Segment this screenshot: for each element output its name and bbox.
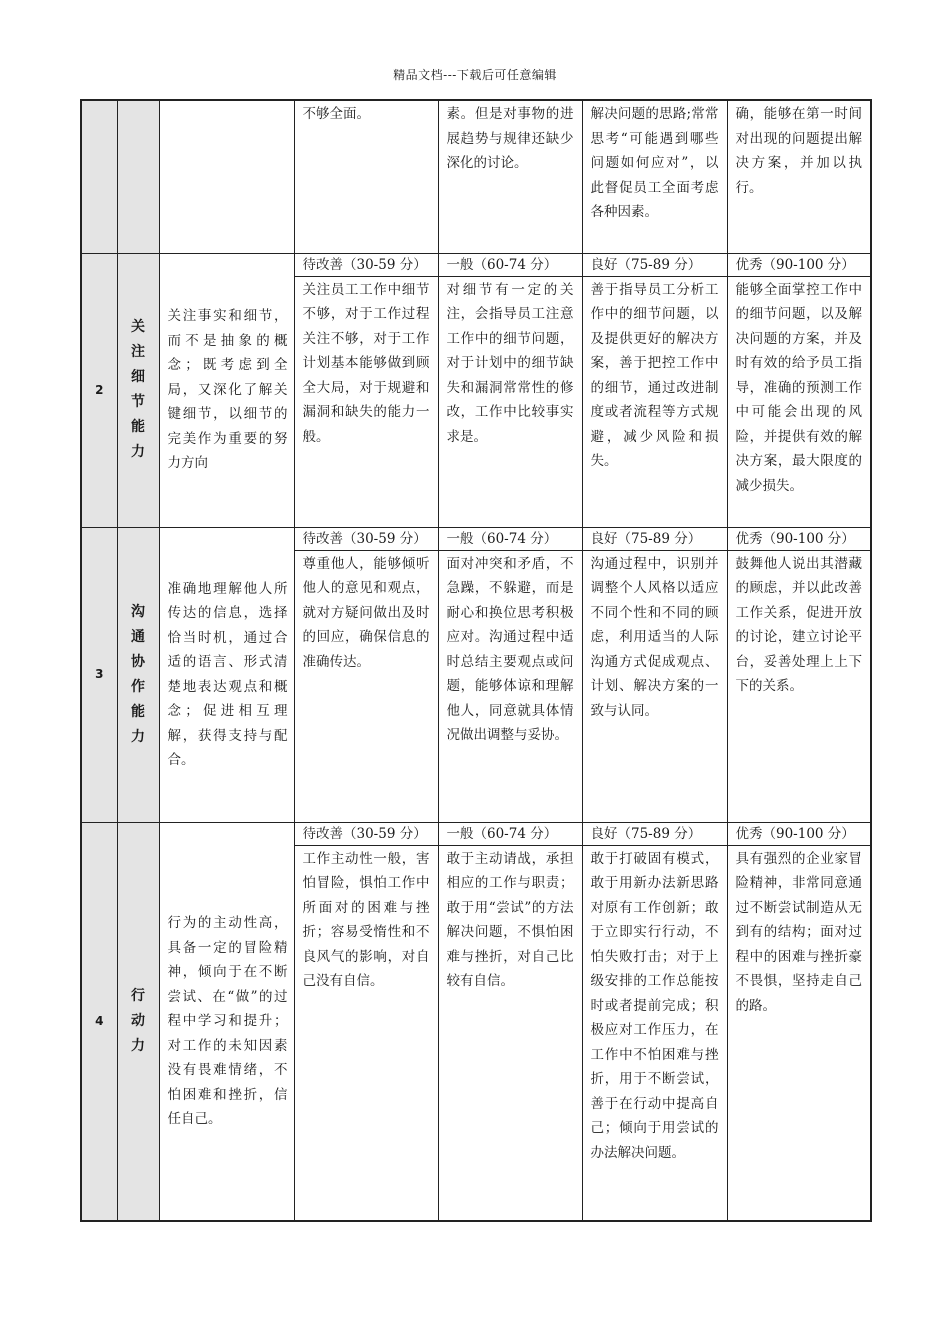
desc-cell: 素。但是对事物的进展趋势与规律还缺少深化的讨论。 xyxy=(438,100,582,253)
level-label: 优秀（90-100 分） xyxy=(727,527,871,550)
competency-name: 行动力 xyxy=(117,822,159,1221)
level-label: 优秀（90-100 分） xyxy=(727,822,871,845)
num-cell xyxy=(81,100,117,253)
level-label: 优秀（90-100 分） xyxy=(727,253,871,276)
level-label: 良好（75-89 分） xyxy=(582,527,727,550)
competency-table xyxy=(80,99,872,1222)
desc-cell: 解决问题的思路;常常思考“可能遇到哪些问题如何应对”，以此督促员工全面考虑各种因素。 xyxy=(582,100,727,253)
competency-name: 关注细节能力 xyxy=(117,253,159,527)
desc-cell: 关注员工工作中细节不够，对于工作过程关注不够，对于工作计划基本能够做到顾全大局，对于规避和漏洞和缺失的能力一般。 xyxy=(294,276,438,527)
table-row-level-header xyxy=(81,253,871,276)
level-label: 一般（60-74 分） xyxy=(438,253,582,276)
desc-cell: 工作主动性一般，害怕冒险，惧怕工作中所面对的困难与挫折；容易受惰性和不良风气的影响，对自己没有自信。 xyxy=(294,845,438,1221)
desc-cell: 面对冲突和矛盾，不急躁，不躲避，而是耐心和换位思考积极应对。沟通过程中适时总结主要观点或问题，能够体谅和理解他人，同意就具体情况做出调整与妥协。 xyxy=(438,550,582,822)
table-row-level-header xyxy=(81,822,871,845)
desc-cell: 能够全面掌控工作中的细节问题，以及解决问题的方案，并及时有效的给予员工指导，准确的预测工作中可能会出现的风险，并提供有效的解决方案，最大限度的减少损失。 xyxy=(727,276,871,527)
table-row-level-header xyxy=(81,527,871,550)
table-row-continuation xyxy=(81,100,871,253)
page-header: 精品文档---下载后可任意编辑 xyxy=(393,68,557,82)
desc-cell: 确，能够在第一时间对出现的问题提出解决方案，并加以执行。 xyxy=(727,100,871,253)
desc-cell: 不够全面。 xyxy=(294,100,438,253)
desc-cell: 尊重他人，能够倾听他人的意见和观点，就对方疑问做出及时的回应，确保信息的准确传达。 xyxy=(294,550,438,822)
competency-definition: 准确地理解他人所传达的信息，选择恰当时机，通过合适的语言、形式清楚地表达观点和概念；促进相互理解，获得支持与配合。 xyxy=(159,527,294,822)
desc-cell: 敢于打破固有模式，敢于用新办法新思路对原有工作创新；敢于立即实行行动，不怕失败打击；对于上级安排的工作总能按时或者提前完成；积极应对工作压力，在工作中不怕困难与挫折，用于不断尝试，善于在行动中提高自己；倾向于用尝试的办法解决问题。 xyxy=(582,845,727,1221)
level-label: 待改善（30-59 分） xyxy=(294,822,438,845)
name-cell xyxy=(117,100,159,253)
competency-definition: 关注事实和细节，而不是抽象的概念；既考虑到全局，又深化了解关键细节，以细节的完美作为重要的努力方向 xyxy=(159,253,294,527)
level-label: 良好（75-89 分） xyxy=(582,253,727,276)
level-label: 一般（60-74 分） xyxy=(438,822,582,845)
desc-cell: 善于指导员工分析工作中的细节问题，以及提供更好的解决方案，善于把控工作中的细节，通过改进制度或者流程等方式规避，减少风险和损失。 xyxy=(582,276,727,527)
competency-name: 沟通协作能力 xyxy=(117,527,159,822)
row-number: 3 xyxy=(81,527,117,822)
definition-cell xyxy=(159,100,294,253)
row-number: 4 xyxy=(81,822,117,1221)
desc-cell: 沟通过程中，识别并调整个人风格以适应不同个性和不同的顾虑，利用适当的人际沟通方式促成观点、计划、解决方案的一致与认同。 xyxy=(582,550,727,822)
level-label: 待改善（30-59 分） xyxy=(294,527,438,550)
desc-cell: 对细节有一定的关注，会指导员工注意工作中的细节问题，对于计划中的细节缺失和漏洞常常性的修改，工作中比较事实求是。 xyxy=(438,276,582,527)
level-label: 待改善（30-59 分） xyxy=(294,253,438,276)
competency-definition: 行为的主动性高，具备一定的冒险精神，倾向于在不断尝试、在“做”的过程中学习和提升；对工作的未知因素没有畏难情绪，不怕困难和挫折，信任自己。 xyxy=(159,822,294,1221)
desc-cell: 敢于主动请战，承担相应的工作与职责；敢于用“尝试”的方法解决问题，不惧怕困难与挫折，对自己比较有自信。 xyxy=(438,845,582,1221)
desc-cell: 具有强烈的企业家冒险精神，非常同意通过不断尝试制造从无到有的结构；面对过程中的困难与挫折豪不畏惧，坚持走自己的路。 xyxy=(727,845,871,1221)
level-label: 良好（75-89 分） xyxy=(582,822,727,845)
desc-cell: 鼓舞他人说出其潜藏的顾虑，并以此改善工作关系，促进开放的讨论，建立讨论平台，妥善处理上上下下的关系。 xyxy=(727,550,871,822)
row-number: 2 xyxy=(81,253,117,527)
level-label: 一般（60-74 分） xyxy=(438,527,582,550)
